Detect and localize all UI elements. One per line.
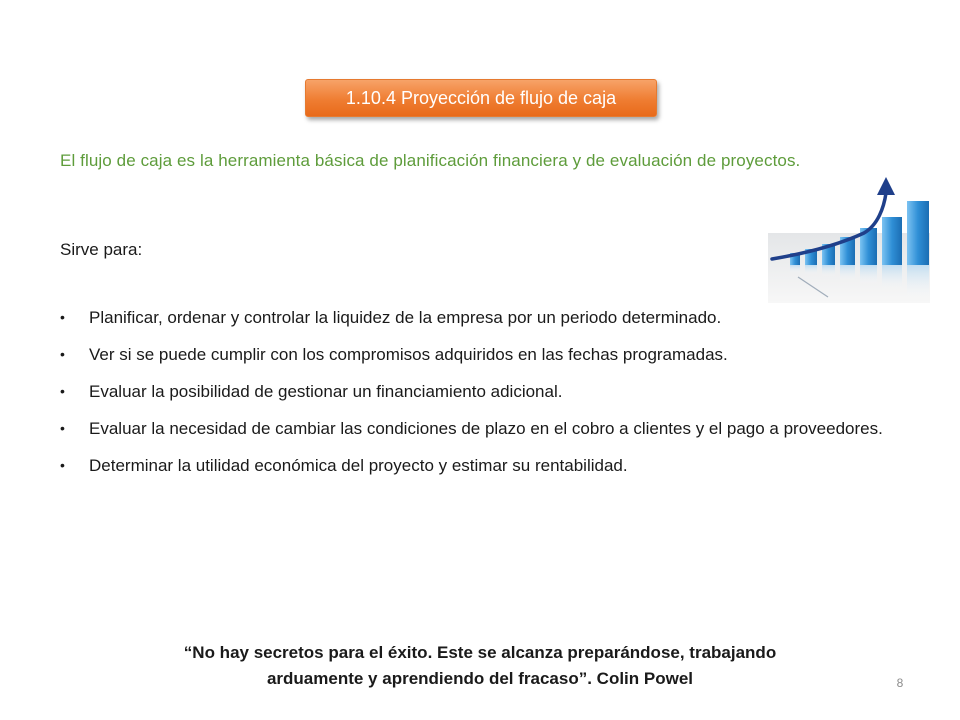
arrow-head-icon — [877, 177, 895, 195]
list-item-text: Evaluar la necesidad de cambiar las condiciones de plazo en el cobro a clientes y el pago a proveedores. — [89, 419, 883, 438]
bullet-icon: • — [60, 383, 65, 399]
list-item-text: Evaluar la posibilidad de gestionar un financiamiento adicional. — [89, 382, 563, 401]
sirve-para-label: Sirve para: — [60, 240, 143, 259]
quote-block — [80, 640, 880, 692]
growth-chart-icon — [768, 173, 930, 303]
bullet-icon: • — [60, 420, 65, 436]
list-item-text: Determinar la utilidad económica del proyecto y estimar su rentabilidad. — [89, 456, 628, 475]
list-item — [60, 448, 904, 483]
bullet-icon: • — [60, 457, 65, 473]
list-item — [60, 300, 904, 335]
purpose-list — [60, 300, 904, 485]
bullet-icon: • — [60, 346, 65, 362]
section-title-badge — [305, 79, 657, 117]
section-title: 1.10.4 Proyección de flujo de caja — [345, 87, 617, 108]
bullet-icon: • — [60, 309, 65, 325]
slide-number: 8 — [896, 676, 904, 690]
list-item — [60, 374, 904, 409]
quote-line-1: “No hay secretos para el éxito. Este se alcanza preparándose, trabajando — [183, 643, 777, 662]
list-item-text: Ver si se puede cumplir con los compromisos adquiridos en las fechas programadas. — [89, 345, 728, 364]
intro-paragraph: El flujo de caja es la herramienta básica de planificación financiera y de evaluación de proyectos. — [60, 151, 801, 170]
list-item — [60, 337, 904, 372]
list-item-text: Planificar, ordenar y controlar la liquidez de la empresa por un periodo determinado. — [89, 308, 722, 327]
list-item — [60, 411, 904, 446]
quote-line-2: arduamente y aprendiendo del fracaso”. Colin Powel — [266, 669, 694, 688]
